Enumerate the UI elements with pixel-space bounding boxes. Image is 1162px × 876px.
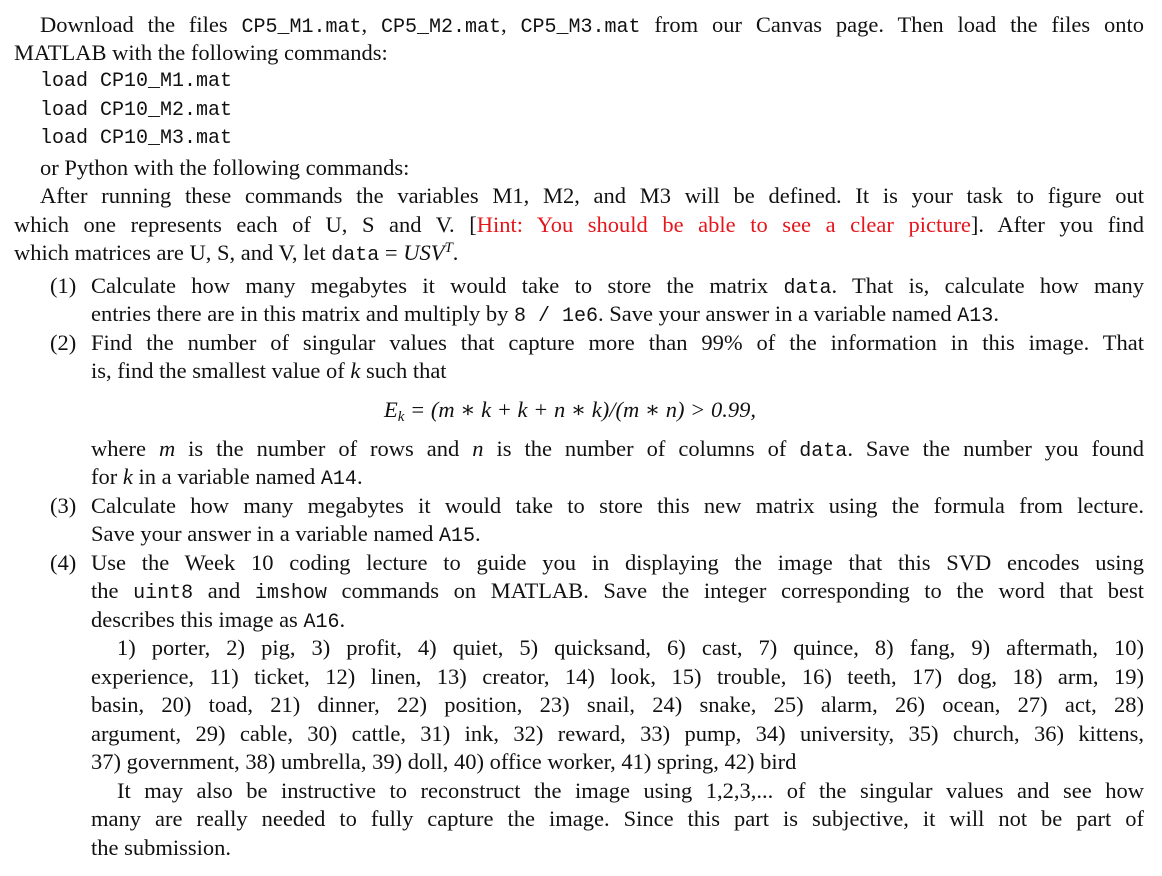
word-list-line: basin, 20) toad, 21) dinner, 22) position, 23) snail, 24) snake, 25) alarm, 26) ocean, 27) act, 28) (91, 692, 1144, 717)
filename-m2: CP5_M2.mat (381, 16, 502, 39)
matlab-command: load CP10_M1.mat (40, 70, 233, 93)
hint-text: Hint: You should be able to see a clear picture (476, 212, 971, 237)
item-3-line: Calculate how many megabytes it would take to store this new matrix using the formula from lecture. (91, 493, 1144, 518)
item-3-line: Save your answer in a variable named A15. (91, 521, 481, 548)
word-list-line: 1) porter, 2) pig, 3) profit, 4) quiet, 5) quicksand, 6) cast, 7) quince, 8) fang, 9) aftermath, 10) (117, 635, 1144, 660)
item-2-line: is, find the smallest value of k such that (91, 358, 447, 383)
data-variable: data (331, 244, 380, 267)
filename-m3: CP5_M3.mat (520, 16, 641, 39)
item-1-line: Calculate how many megabytes it would take to store the matrix data. That is, calculate how many (91, 273, 1144, 300)
intro-python-line: or Python with the following commands: (40, 155, 410, 180)
usv-product: USV (403, 240, 445, 265)
item-4-line: the uint8 and imshow commands on MATLAB. Save the integer corresponding to the word that best (91, 578, 1144, 605)
closing-line: It may also be instructive to reconstruct the image using 1,2,3,... of the singular values and see how (117, 778, 1144, 803)
matlab-command: load CP10_M2.mat (40, 99, 233, 122)
word-list-line: argument, 29) cable, 30) cattle, 31) ink, 32) reward, 33) pump, 34) university, 35) church, 36) kittens, (91, 721, 1144, 746)
intro-matlab-line: MATLAB with the following commands: (14, 40, 388, 65)
filename-m1: CP5_M1.mat (241, 16, 362, 39)
item-4-line: Use the Week 10 coding lecture to guide you in displaying the image that this SVD encodes using (91, 550, 1144, 575)
intro-task-line: After running these commands the variables M1, M2, and M3 will be defined. It is your task to figure out (40, 183, 1144, 208)
closing-line: many are really needed to fully capture the image. Since this part is subjective, it will not be part of (91, 806, 1144, 831)
item-2-line: for k in a variable named A14. (91, 464, 363, 491)
item-2-line: Find the number of singular values that capture more than 99% of the information in this image. That (91, 330, 1144, 355)
word-list-line: experience, 11) ticket, 12) linen, 13) creator, 14) look, 15) trouble, 16) teeth, 17) dog, 18) arm, 19) (91, 664, 1144, 689)
energy-equation: $E_k = (m$ ∗ k + k + n ∗ k)/(m ∗ n) > 0.99, (384, 397, 756, 425)
item-2-line: where m is the number of rows and n is the number of columns of data. Save the number you found (91, 436, 1145, 463)
intro-download-line: Download the files CP5_M1.mat, CP5_M2.mat, CP5_M3.mat from our Canvas page. Then load the files onto (40, 12, 1145, 39)
item-4-line: describes this image as A16. (91, 607, 346, 634)
item-1-line: entries there are in this matrix and multiply by 8 / 1e6. Save your answer in a variable named A13. (91, 301, 999, 328)
word-list-line: 37) government, 38) umbrella, 39) doll, 40) office worker, 41) spring, 42) bird (91, 749, 797, 774)
intro-hint-line: which one represents each of U, S and V. [Hint: You should be able to see a clear picture]. After you find (14, 212, 1144, 237)
intro-definition-line: which matrices are U, S, and V, let data = $USV^T$. (14, 240, 459, 267)
item-number: (3) (50, 493, 77, 518)
item-number: (2) (50, 330, 77, 355)
closing-line: the submission. (91, 835, 232, 860)
item-number: (4) (50, 550, 77, 575)
matlab-command: load CP10_M3.mat (40, 127, 233, 150)
item-number: (1) (50, 273, 77, 298)
